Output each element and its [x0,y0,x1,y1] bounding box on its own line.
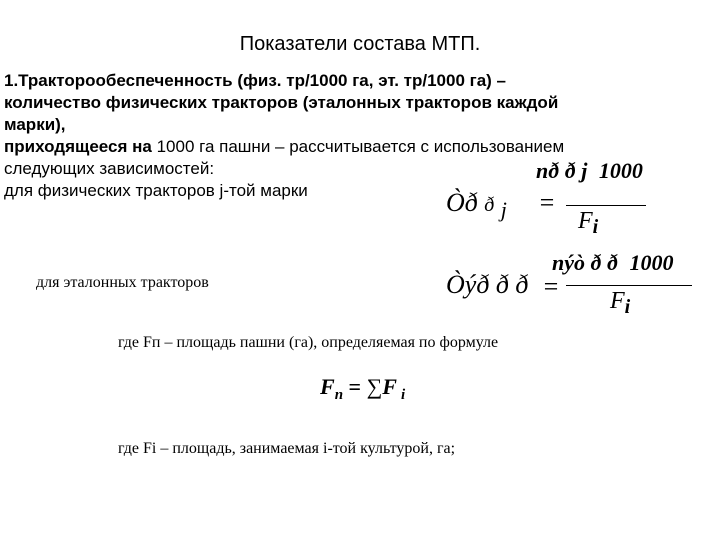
formula-area [320,374,406,403]
intro-line-4-bold: приходящееся на [4,137,152,156]
formula-area-equals: = [343,374,367,399]
formula-physical-num-index: j [581,158,588,183]
formula-reference-denominator [610,288,631,318]
intro-line-4-rest: 1000 га пашни – рассчитывается с использованием [151,137,565,156]
formula-physical-den-index: i [592,216,599,238]
formula-reference-num-text: nýò ð ð [552,250,618,275]
formula-reference-fraction-bar [566,285,692,286]
formula-area-lhs-sub: n [334,387,344,403]
intro-line-6: для физических тракторов j-той марки [4,181,308,200]
intro-line-5: следующих зависимостей: [4,159,215,178]
formula-physical-equals: = [538,188,556,217]
formula-physical-numerator [536,158,643,184]
formula-area-rhs: F [382,374,397,399]
formula-physical-num-text: nð ð [536,158,576,183]
formula-reference-num-value: 1000 [629,250,674,275]
page-title: Показатели состава МТП. [239,33,481,55]
intro-line-3: марки), [4,115,66,134]
intro-line-2: количество физических тракторов (эталонных тракторов каждой [4,93,559,112]
intro-line-1: 1.Тракторообеспеченность (физ. тр/1000 га, эт. тр/1000 га) – [4,71,506,90]
formula-reference-equals: = [542,272,560,301]
formula-physical-lhs-main: Òð [446,188,478,217]
formula-physical-denominator [578,208,599,238]
area-caption: где Fп – площадь пашни (га), определяемая по формуле [118,334,499,351]
formula-reference-den-index: i [624,296,631,318]
sum-symbol: ∑ [366,374,383,399]
label-reference: для эталонных тракторов [36,274,209,291]
formula-physical-den-text: F [578,208,593,234]
formula-physical-lhs-index: j [500,197,507,222]
formula-area-lhs: F [320,374,335,399]
formula-reference-lhs: Òýð ð ð [446,270,529,299]
formula-physical-lhs-sub: ð [484,194,495,216]
intro-line-4 [4,136,564,158]
formula-physical-fraction-bar [566,205,646,206]
crop-caption: где Fi – площадь, занимаемая i-той культурой, га; [118,440,456,457]
formula-reference-numerator [552,250,674,276]
formula-reference-den-text: F [610,288,625,314]
formula-area-rhs-sub: i [400,387,406,403]
formula-physical-num-value: 1000 [598,158,643,183]
formula-physical-lhs [446,188,507,222]
